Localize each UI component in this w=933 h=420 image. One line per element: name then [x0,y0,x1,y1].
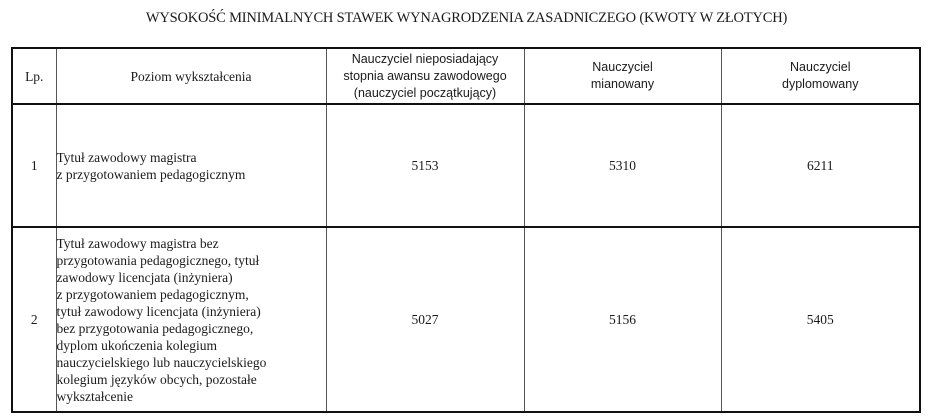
header-beginner-line2: stopnia awansu zawodowego [343,68,507,83]
row-lp: 1 [12,104,56,227]
row-education [56,104,326,227]
header-appointed-line1: Nauczyciel [592,60,653,74]
row-beginner-salary: 5153 [326,104,524,227]
row-appointed-salary: 5310 [524,104,721,227]
header-beginner-teacher [326,48,524,104]
education-line: tytuł zawodowy licencjata (inżyniera) [56,303,261,319]
header-beginner-line3: (nauczyciel początkujący) [353,85,497,100]
education-line: zawodowy licencjata (inżyniera) [56,269,233,285]
table-header-row [12,48,920,104]
row-education [56,227,326,412]
education-line: dyplom ukończenia kolegium [56,337,217,353]
row-appointed-salary: 5156 [524,227,721,412]
education-line: Tytuł zawodowy magistra bez [56,235,219,251]
document-title: WYSOKOŚĆ MINIMALNYCH STAWEK WYNAGRODZENIA ZASADNICZEGO (KWOTY W ZŁOTYCH) [145,10,788,26]
header-appointed-line2: mianowany [590,77,655,91]
education-line: przygotowania pedagogicznego, tytuł [56,252,260,268]
row-certified-salary: 5405 [721,227,920,412]
header-lp: Lp. [12,48,56,104]
salary-table [11,47,921,413]
table-row [12,227,920,412]
row-lp: 2 [12,227,56,412]
education-line: z przygotowaniem pedagogicznym [56,166,246,182]
education-line: wykształcenie [56,388,133,404]
row-beginner-salary: 5027 [326,227,524,412]
header-education: Poziom wykształcenia [56,48,326,104]
row-certified-salary: 6211 [721,104,920,227]
header-certified-line2: dyplomowany [782,77,859,91]
education-line: bez przygotowania pedagogicznego, [56,320,254,336]
education-line: nauczycielskiego lub nauczycielskiego [56,354,267,370]
education-line: z przygotowaniem pedagogicznym, [56,286,249,302]
table-row [12,104,920,227]
header-appointed-teacher [524,48,721,104]
header-beginner-line1: Nauczyciel nieposiadający [351,51,499,66]
education-line: Tytuł zawodowy magistra [56,149,197,165]
education-line: kolegium języków obcych, pozostałe [56,371,257,387]
header-certified-line1: Nauczyciel [790,60,851,74]
header-certified-teacher [721,48,920,104]
